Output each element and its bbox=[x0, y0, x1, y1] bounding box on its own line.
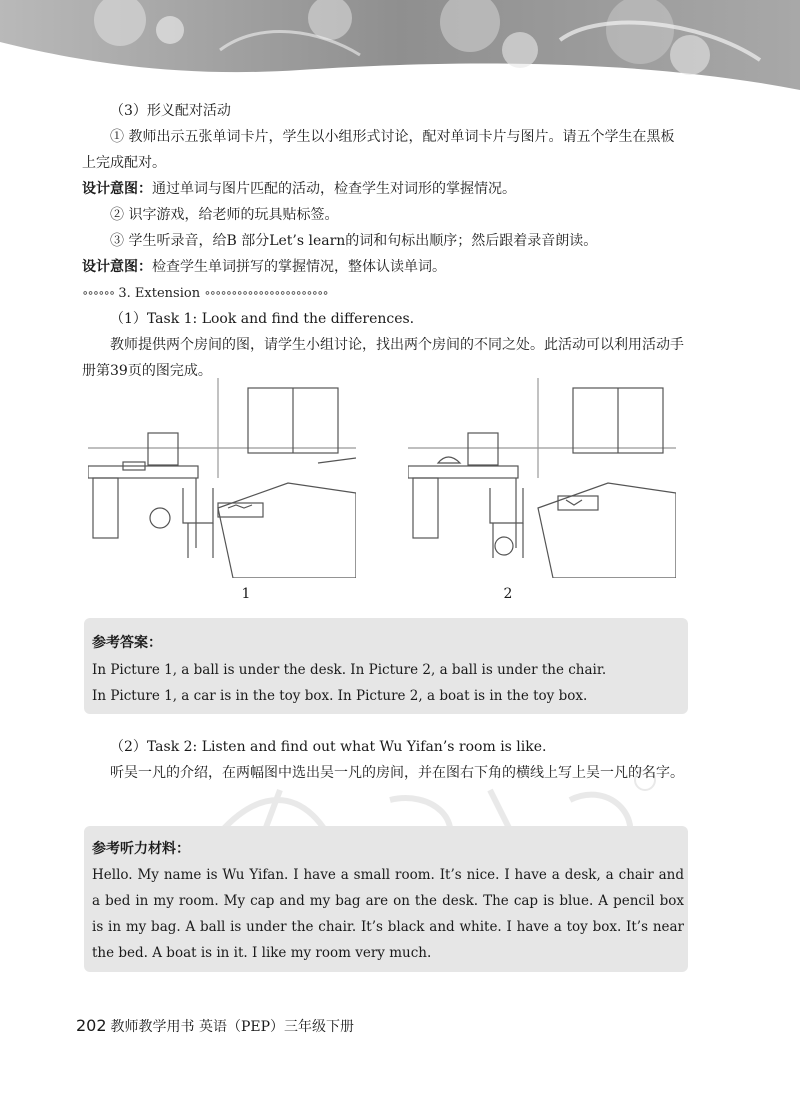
task-2 bbox=[82, 734, 688, 786]
answer-line-1: In Picture 1, a ball is under the desk. In Picture 2, a ball is under the chair. bbox=[92, 662, 607, 678]
intent1-text: 通过单词与图片匹配的活动，检查学生对词形的掌握情况。 bbox=[152, 181, 516, 197]
book-title: 教师教学用书 英语（PEP）三年级下册 bbox=[110, 1019, 355, 1035]
extension-title: 3. Extension bbox=[118, 286, 201, 301]
listening-text: Hello. My name is Wu Yifan. I have a small room. It’s nice. I have a desk, a chair and a bed in my room. My cap and my bag are on the desk. The cap is blue. A pencil box is in my bag. A ball is under the chair. It’s black and white. I have a toy box. It’s near the bed. A boat is in it. I like my room very much. bbox=[92, 867, 684, 961]
section3-intent2 bbox=[82, 254, 688, 280]
section3-step1: ① 教师出示五张单词卡片，学生以小组形式讨论，配对单词卡片与图片。请五个学生在黑板上完成配对。 bbox=[82, 129, 675, 171]
extension-heading bbox=[82, 282, 688, 306]
section3-step2: ② 识字游戏，给老师的玩具贴标签。 bbox=[110, 207, 339, 223]
task2-desc: 听吴一凡的介绍，在两幅图中选出吴一凡的房间，并在图右下角的横线上写上吴一凡的名字。 bbox=[110, 765, 684, 781]
section3-heading: （3）形义配对活动 bbox=[110, 103, 231, 119]
task1-desc: 教师提供两个房间的图，请学生小组讨论，找出两个房间的不同之处。此活动可以利用活动手册第39页的图完成。 bbox=[82, 337, 684, 379]
intent1-label: 设计意图： bbox=[82, 181, 152, 197]
section-3 bbox=[82, 98, 688, 384]
dots-right: ∘∘∘∘∘∘∘∘∘∘∘∘∘∘∘∘∘∘∘∘∘∘∘ bbox=[204, 286, 328, 301]
task1-heading: （1）Task 1: Look and find the differences. bbox=[110, 311, 415, 327]
page-footer bbox=[76, 1016, 354, 1036]
section3-step3: ③ 学生听录音，给B 部分Let’s learn的词和句标出顺序；然后跟着录音朗读。 bbox=[110, 233, 598, 249]
answer-box bbox=[84, 618, 688, 714]
answer-title: 参考答案： bbox=[92, 635, 162, 651]
figure-label-1: 1 bbox=[241, 586, 251, 602]
intent2-label: 设计意图： bbox=[82, 259, 152, 275]
listening-title: 参考听力材料： bbox=[92, 841, 190, 857]
room-picture-1 bbox=[88, 378, 356, 578]
figure-label-2: 2 bbox=[503, 586, 513, 602]
section3-intent1 bbox=[82, 176, 688, 202]
task2-heading: （2）Task 2: Listen and find out what Wu Yifan’s room is like. bbox=[110, 739, 547, 755]
header-banner bbox=[0, 0, 800, 100]
listening-box bbox=[84, 826, 688, 972]
answer-line-2: In Picture 1, a car is in the toy box. In Picture 2, a boat is in the toy box. bbox=[92, 688, 588, 704]
page-number: 202 bbox=[76, 1016, 107, 1035]
dots-left: ∘∘∘∘∘∘ bbox=[82, 286, 115, 301]
room-figures bbox=[88, 378, 698, 608]
intent2-text: 检查学生单词拼写的掌握情况，整体认读单词。 bbox=[152, 259, 446, 275]
room-picture-2 bbox=[408, 378, 676, 578]
